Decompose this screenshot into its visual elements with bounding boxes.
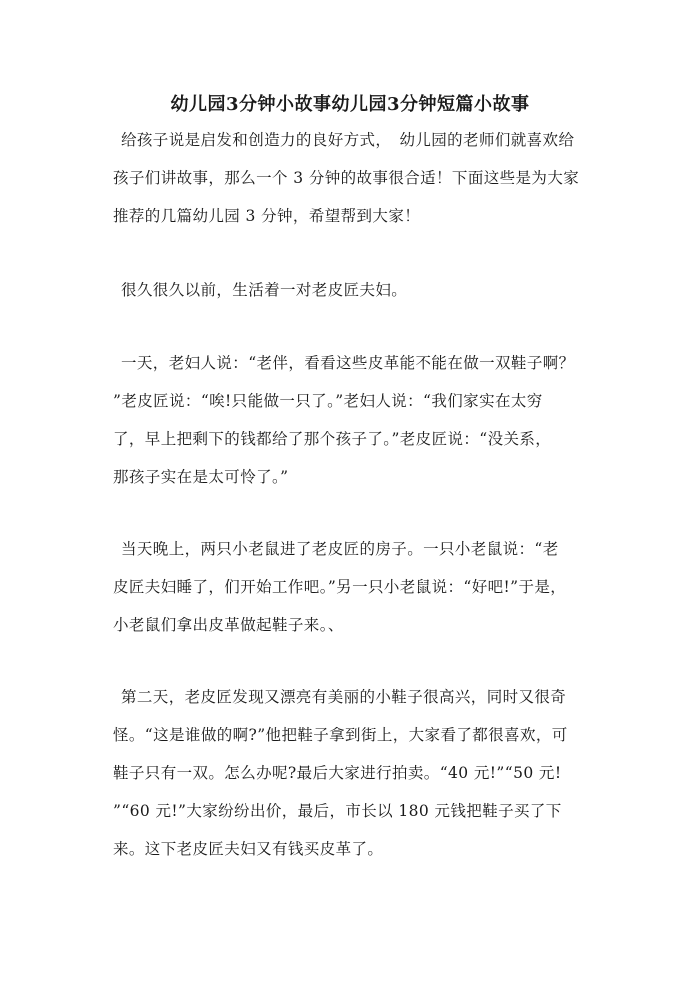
- text-line: 来。这下老皮匠夫妇又有钱买皮革了。: [113, 840, 384, 858]
- text-line: 了，早上把剩下的钱都给了那个孩子了。”老皮匠说：“没关系，: [113, 430, 552, 448]
- text-line: 鞋子只有一双。怎么办呢?最后大家进行拍卖。“40 元!”“50 元!: [113, 764, 562, 782]
- text-line: 一天，老妇人说：“老伴，看看这些皮革能不能在做一双鞋子啊？: [121, 354, 575, 372]
- text-line: ”“60 元!”大家纷纷出价，最后，市长以 180 元钱把鞋子买了下: [113, 802, 562, 820]
- text-line: 小老鼠们拿出皮革做起鞋子来。、: [113, 616, 344, 634]
- text-line: 那孩子实在是太可怜了。”: [113, 468, 289, 486]
- text-line: 当天晚上，两只小老鼠进了老皮匠的房子。一只小老鼠说：“老: [121, 540, 559, 558]
- document-title: 幼儿园3分钟小故事幼儿园3分钟短篇小故事: [170, 94, 530, 115]
- text-line: ”老皮匠说：“唉!只能做一只了。”老妇人说：“我们家实在太穷: [113, 392, 543, 410]
- text-line: 推荐的几篇幼儿园 3 分钟，希望帮到大家！: [113, 207, 421, 225]
- text-line: 第二天，老皮匠发现又漂亮有美丽的小鞋子很高兴，同时又很奇: [121, 688, 567, 706]
- text-line: 给孩子说是启发和创造力的良好方式， 幼儿园的老师们就喜欢给: [121, 131, 575, 149]
- text-line: 很久很久以前，生活着一对老皮匠夫妇。: [121, 281, 408, 299]
- text-line: 皮匠夫妇睡了，们开始工作吧。”另一只小老鼠说：“好吧!”于是，: [113, 578, 567, 596]
- text-line: 怪。“这是谁做的啊?”他把鞋子拿到街上，大家看了都很喜欢，可: [113, 726, 568, 744]
- text-line: 孩子们讲故事，那么一个 3 分钟的故事很合适！下面这些是为大家: [113, 169, 580, 187]
